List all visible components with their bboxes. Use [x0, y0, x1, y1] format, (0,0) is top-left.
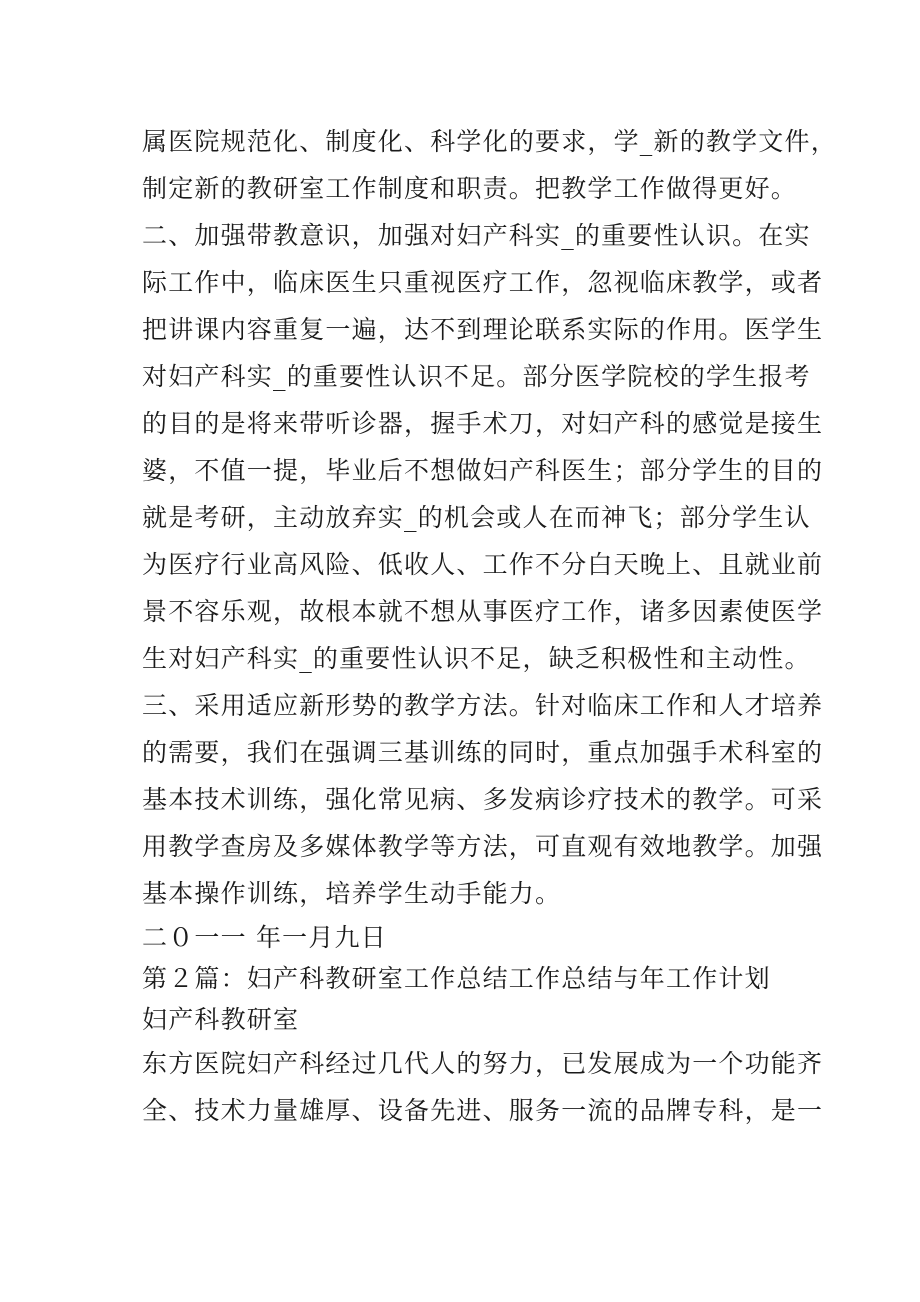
body-text — [142, 118, 837, 1134]
paragraph-line: 的需要，我们在强调三基训练的同时，重点加强手术科室的 — [142, 738, 824, 767]
paragraph-line: 就是考研，主动放弃实_的机会或人在而神飞；部分学生认 — [142, 503, 811, 532]
paragraph-line: 为医疗行业高风险、低收人、工作不分白天晚上、且就业前 — [142, 550, 824, 579]
paragraph-line: 基本操作训练，培养学生动手能力。 — [142, 879, 562, 908]
paragraph-line: 全、技术力量雄厚、设备先进、服务一流的品牌专科，是一 — [142, 1096, 824, 1125]
paragraph-line: 把讲课内容重复一遍，达不到理论联系实际的作用。医学生 — [142, 315, 824, 344]
paragraph-line: 景不容乐观，故根本就不想从事医疗工作，诸多因素使医学 — [142, 597, 824, 626]
paragraph-line: 基本技术训练，强化常见病、多发病诊疗技术的教学。可采 — [142, 785, 824, 814]
section-heading-line: 三、采用适应新形势的教学方法。针对临床工作和人才培养 — [142, 691, 824, 720]
paragraph-line: 制定新的教研室工作制度和职责。把教学工作做得更好。 — [142, 174, 798, 203]
department-title: 妇产科教研室 — [142, 1005, 300, 1034]
paragraph-line: 对妇产科实_的重要性认识不足。部分医学院校的学生报考 — [142, 362, 811, 391]
section-heading-line: 二、加强带教意识，加强对妇产科实_的重要性认识。在实 — [142, 221, 811, 250]
paragraph-line: 生对妇产科实_的重要性认识不足，缺乏积极性和主动性。 — [142, 644, 811, 673]
paragraph-line: 属医院规范化、制度化、科学化的要求，学_新的教学文件， — [142, 127, 837, 156]
paragraph-line: 婆，不值一提，毕业后不想做妇产科医生；部分学生的目的 — [142, 456, 824, 485]
paragraph-line: 的目的是将来带听诊器，握手术刀，对妇产科的感觉是接生 — [142, 409, 824, 438]
paragraph-line: 际工作中，临床医生只重视医疗工作，忽视临床教学，或者 — [142, 268, 824, 297]
paragraph-line: 东方医院妇产科经过几代人的努力，已发展成为一个功能齐 — [142, 1049, 824, 1078]
chapter-title: 第２篇：妇产科教研室工作总结工作总结与年工作计划 — [142, 964, 771, 993]
date-line: 二０一一 年一月九日 — [142, 923, 387, 952]
paragraph-line: 用教学查房及多媒体教学等方法，可直观有效地教学。加强 — [142, 832, 824, 861]
